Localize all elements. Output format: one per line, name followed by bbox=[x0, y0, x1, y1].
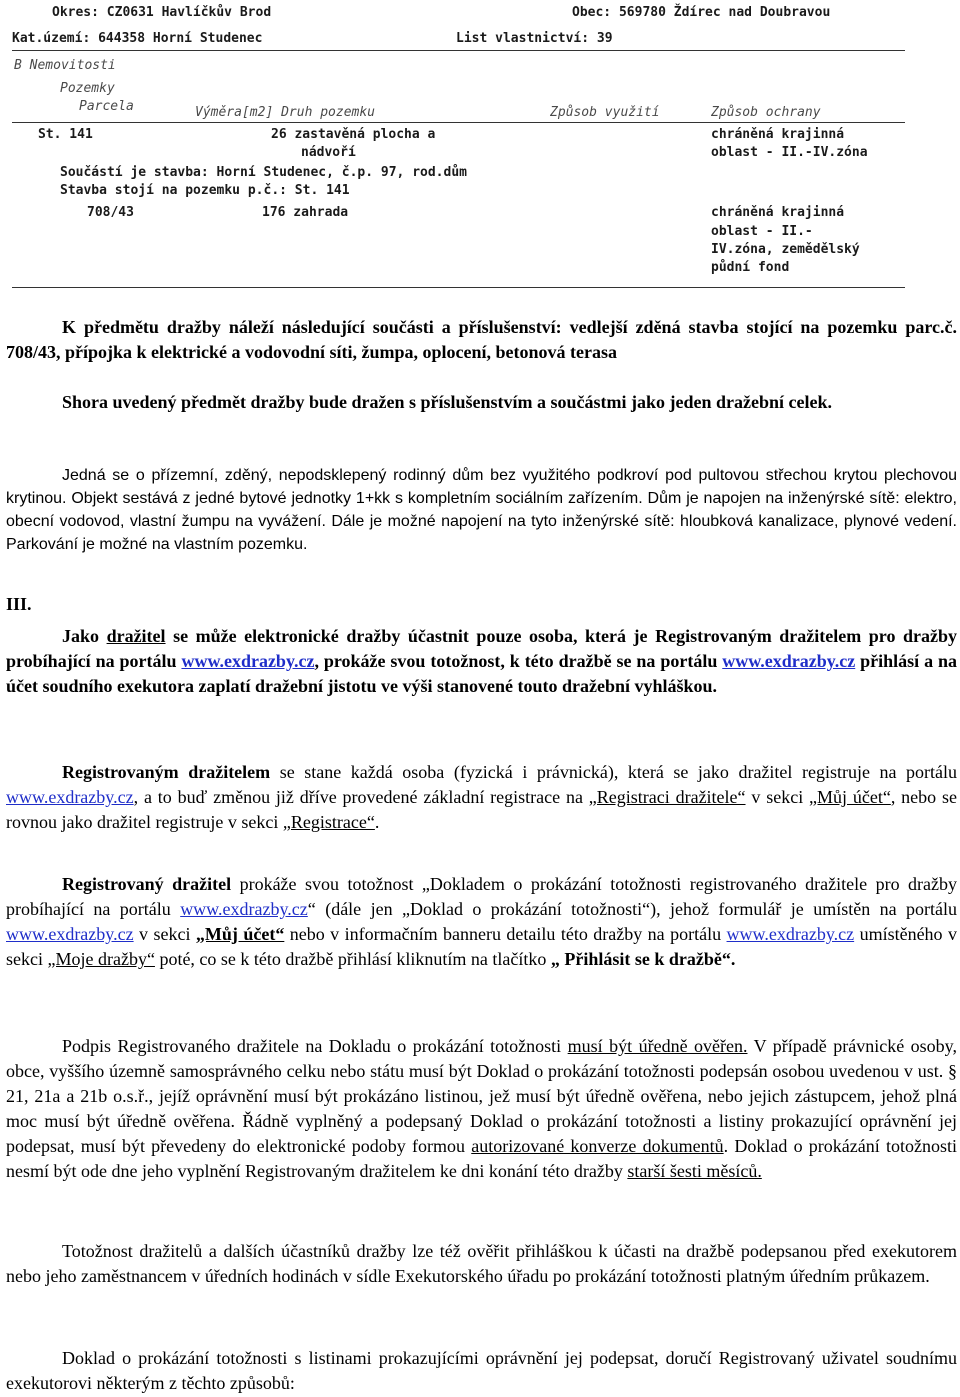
table-bottom-divider bbox=[12, 287, 905, 288]
soucasti-stavba: Součástí je stavba: Horní Studenec, č.p. 97, rod.dům bbox=[60, 165, 467, 180]
header-divider bbox=[12, 50, 905, 51]
row2-ochrana-2: oblast - II.- bbox=[711, 224, 813, 239]
paragraph-auction-unit: Shora uvedený předmět dražby bude dražen s příslušenstvím a součástmi jako jeden dražební celek. bbox=[62, 392, 833, 412]
paragraph-delivery: Doklad o prokázání totožnosti s listinami prokazujícími oprávnění jej podepsat, doručí Registrovaný uživatel soudnímu exekutorovi některým z těchto způsobů: bbox=[6, 1348, 957, 1393]
paragraph-registration: Registrovaným dražitelem se stane každá osoba (fyzická i právnická), která se jako dražitel registruje na portálu www.exdrazby.cz, a to buď změnou již dříve provedené základní registrace na „Registraci dražitele“ v sekci „Můj účet“, nebo se rovnou jako dražitel registruje v sekci „Registrace“. bbox=[6, 762, 958, 832]
paragraph-bidder: Jako dražitel se může elektronické dražby účastnit pouze osoba, která je Registrovaným dražitelem pro dražby probíhající na portálu www.exdrazby.cz, prokáže svou totožnost, k této dražbě se na portálu www.exdrazby.cz přihlásí a na účet soudního exekutora zaplatí dražební jistotu ve výši stanovené touto dražební vyhláškou. bbox=[6, 626, 958, 696]
exdrazby-link[interactable]: www.exdrazby.cz bbox=[6, 787, 134, 807]
row2-ochrana-3: IV.zóna, zemědělský bbox=[711, 242, 860, 257]
row1-ochrana: chráněná krajinná bbox=[711, 127, 845, 142]
row1-ochrana-2: oblast - II.-IV.zóna bbox=[711, 145, 868, 160]
table-header-divider bbox=[12, 122, 905, 123]
row1-parcela: St. 141 bbox=[38, 127, 93, 142]
exdrazby-link[interactable]: www.exdrazby.cz bbox=[722, 651, 856, 671]
moje-drazby-link[interactable]: „Moje dražby“ bbox=[47, 949, 155, 969]
row2-ochrana-4: půdní fond bbox=[711, 260, 790, 275]
col-ochrana: Způsob ochrany bbox=[711, 105, 821, 120]
list-vlastnictvi-label: List vlastnictví: 39 bbox=[456, 31, 613, 46]
muj-ucet-link[interactable]: „Můj účet“ bbox=[809, 787, 891, 807]
registrace-drazitele-link[interactable]: „Registraci dražitele“ bbox=[588, 787, 746, 807]
row2-vymera: 176 zahrada bbox=[262, 205, 349, 220]
kat-uzemi-label: Kat.území: 644358 Horní Studenec bbox=[12, 31, 263, 46]
obec-label: Obec: 569780 Ždírec nad Doubravou bbox=[572, 5, 831, 20]
stavba-stoji: Stavba stojí na pozemku p.č.: St. 141 bbox=[60, 183, 350, 198]
pozemky-label: Pozemky bbox=[60, 81, 115, 96]
section-b-label: B Nemovitosti bbox=[14, 58, 116, 73]
row1-vymera-2: nádvoří bbox=[301, 145, 356, 160]
muj-ucet-link[interactable]: „Můj účet“ bbox=[195, 924, 285, 944]
land-registry-excerpt bbox=[0, 0, 960, 290]
paragraph-accessories: K předmětu dražby náleží následující součásti a příslušenství: vedlejší zděná stavba stojící na pozemku parc.č. 708/43, přípojka k elektrické a vodovodní síti, žumpa, oplocení, betonová terasa bbox=[6, 317, 957, 362]
registrace-link[interactable]: „Registrace“ bbox=[282, 812, 375, 832]
prihlasit-button-label: „ Přihlásit se k dražbě“. bbox=[550, 949, 736, 969]
exdrazby-link[interactable]: www.exdrazby.cz bbox=[726, 924, 855, 944]
row1-vymera: 26 zastavěná plocha a bbox=[271, 127, 436, 142]
col-vyuziti: Způsob využití bbox=[550, 105, 660, 120]
paragraph-identity: Registrovaný dražitel prokáže svou totožnost „Dokladem o prokázání totožnosti registrovaného dražitele pro dražby probíhající na portálu www.exdrazby.cz“ (dále jen „Doklad o prokázání totožnosti“), jehož formulář je umístěn na portálu www.exdrazby.cz v sekci „Můj účet“ nebo v informačním banneru detailu této dražby na portálu www.exdrazby.cz umístěného v sekci „Moje dražby“ poté, co se k této dražbě přihlásí kliknutím na tlačítko „ Přihlásit se k dražbě“. bbox=[6, 874, 958, 969]
row2-ochrana: chráněná krajinná bbox=[711, 205, 845, 220]
drazitel-term: dražitel bbox=[106, 626, 166, 646]
col-vymera: Výměra[m2] Druh pozemku bbox=[195, 105, 376, 120]
section-heading: III. bbox=[6, 594, 32, 614]
paragraph-verification: Totožnost dražitelů a dalších účastníků dražby lze též ověřit přihláškou k účasti na dražbě podepsanou před exekutorem nebo jeho zaměstnancem v úředních hodinách v sídle Exekutorského úřadu po prokázání totožnosti platným úředním průkazem. bbox=[6, 1241, 957, 1286]
exdrazby-link[interactable]: www.exdrazby.cz bbox=[180, 899, 308, 919]
exdrazby-link[interactable]: www.exdrazby.cz bbox=[181, 651, 315, 671]
paragraph-description: Jedná se o přízemní, zděný, nepodsklepený rodinný dům bez využitého podkroví pod pultovou střechou krytou plechovou krytinou. Objekt sestává z jedné bytové jednotky 1+kk s kompletním sociálním zařízením. Dům je napojen na inženýrské sítě: elektro, obecní vodovod, vlastní žumpu na vyvážení. Dále je možné napojení na tyto inženýrské sítě: hloubková kanalizace, plynové vedení. Parkování je možné na vlastním pozemku. bbox=[6, 467, 957, 553]
okres-label: Okres: CZ0631 Havlíčkův Brod bbox=[52, 5, 272, 20]
row2-parcela: 708/43 bbox=[87, 205, 134, 220]
col-parcela: Parcela bbox=[79, 99, 134, 114]
exdrazby-link[interactable]: www.exdrazby.cz bbox=[6, 924, 134, 944]
paragraph-signature: Podpis Registrovaného dražitele na Dokladu o prokázání totožnosti musí být úředně ověřen. V případě právnické osoby, obce, vyššího územně samosprávného celku nebo státu musí být Doklad o prokázání totožnosti podepsán osobou uvedenou v ust. § 21, 21a a 21b o.s.ř., jejíž oprávnění musí být prokázáno listinou, jež musí být úředně ověřena, nebo jejich zástupcem, jehož plná moc musí být úředně ověřena. Řádně vyplněný a podepsaný Doklad o prokázání totožnosti a listiny prokazující oprávnění jej podepsat, musí být převedeny do elektronické podoby formou autorizované konverze dokumentů. Doklad o prokázání totožnosti nesmí být ode dne jeho vyplnění Registrovaným dražitelem ke dni konání této dražby starší šesti měsíců. bbox=[6, 1036, 957, 1181]
